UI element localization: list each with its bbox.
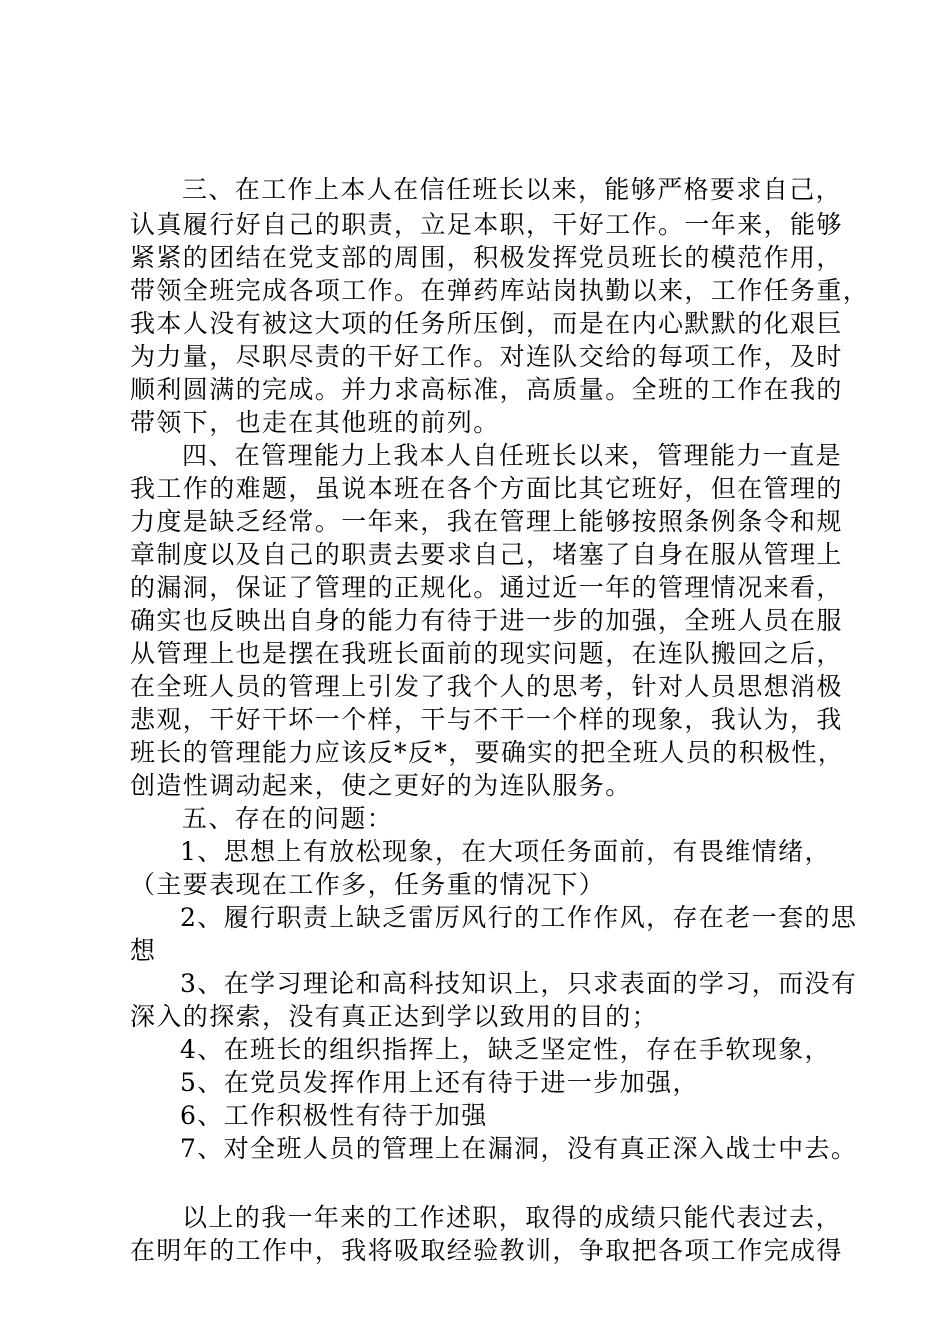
closing-line-1: 以上的我一年来的工作述职，取得的成绩只能代表过去， [182,1203,843,1232]
paragraph-4-line-1: 四、在管理能力上我本人自任班长以来，管理能力一直是 [182,441,843,470]
issue-5: 5、在党员发挥作用上还有待于进一步加强， [180,1068,699,1097]
paragraph-4-line-4: 章制度以及自己的职责去要求自己，堵塞了自身在服从管理上 [130,540,843,569]
issue-3-line-2: 深入的探索，没有真正达到学以致用的目的； [130,1002,659,1031]
paragraph-4-line-5: 的漏洞，保证了管理的正规化。通过近一年的管理情况来看， [130,573,843,602]
paragraph-4-line-7: 从管理上也是摆在我班长面前的现实问题，在连队搬回之后， [130,639,843,668]
paragraph-4-line-2: 我工作的难题，虽说本班在各个方面比其它班好，但在管理的 [130,474,843,503]
issue-4: 4、在班长的组织指挥上，缺乏坚定性，存在手软现象， [180,1035,831,1064]
paragraph-4-line-10: 班长的管理能力应该反*反*，要确实的把全班人员的积极性， [130,738,845,767]
issue-2-line-1: 2、履行职责上缺乏雷厉风行的工作作风，存在老一套的思 [180,903,858,932]
issue-1-line-1: 1、思想上有放松现象，在大项任务面前，有畏维情绪， [180,837,831,866]
paragraph-4-line-8: 在全班人员的管理上引发了我个人的思考，针对人员思想消极 [130,672,843,701]
issue-2-line-2: 想 [130,936,157,965]
paragraph-4-line-11: 创造性调动起来，使之更好的为连队服务。 [130,771,632,800]
issue-3-line-1: 3、在学习理论和高科技知识上，只求表面的学习，而没有 [180,969,858,998]
paragraph-4-line-9: 悲观，干好干坏一个样，干与不干一个样的现象，我认为，我 [130,705,843,734]
issue-6: 6、工作积极性有待于加强 [180,1101,488,1130]
closing-line-2: 在明年的工作中，我将吸取经验教训，争取把各项工作完成得 [130,1236,843,1265]
paragraph-3-line-2: 认真履行好自己的职责，立足本职，干好工作。一年来，能够 [130,210,843,239]
paragraph-3-line-5: 我本人没有被这大项的任务所压倒，而是在内心默默的化艰巨 [130,309,843,338]
issue-7: 7、对全班人员的管理上在漏洞，没有真正深入战士中去。 [180,1134,858,1163]
paragraph-4-line-3: 力度是缺乏经常。一年来，我在管理上能够按照条例条令和规 [130,507,843,536]
paragraph-4-line-6: 确实也反映出自身的能力有待于进一步的加强，全班人员在服 [130,606,843,635]
issue-1-line-2: （主要表现在工作多，任务重的情况下） [130,870,606,899]
section-5-heading: 五、存在的问题： [182,804,394,833]
paragraph-3-line-3: 紧紧的团结在党支部的周围，积极发挥党员班长的模范作用， [130,243,843,272]
paragraph-3-line-8: 带领下，也走在其他班的前列。 [130,408,500,437]
paragraph-3-line-1: 三、在工作上本人在信任班长以来，能够严格要求自己， [182,175,843,204]
paragraph-3-line-6: 为力量，尽职尽责的干好工作。对连队交给的每项工作，及时 [130,342,843,371]
paragraph-3-line-7: 顺利圆满的完成。并力求高标准，高质量。全班的工作在我的 [130,375,843,404]
paragraph-3-line-4: 带领全班完成各项工作。在弹药库站岗执勤以来，工作任务重， [130,276,870,305]
